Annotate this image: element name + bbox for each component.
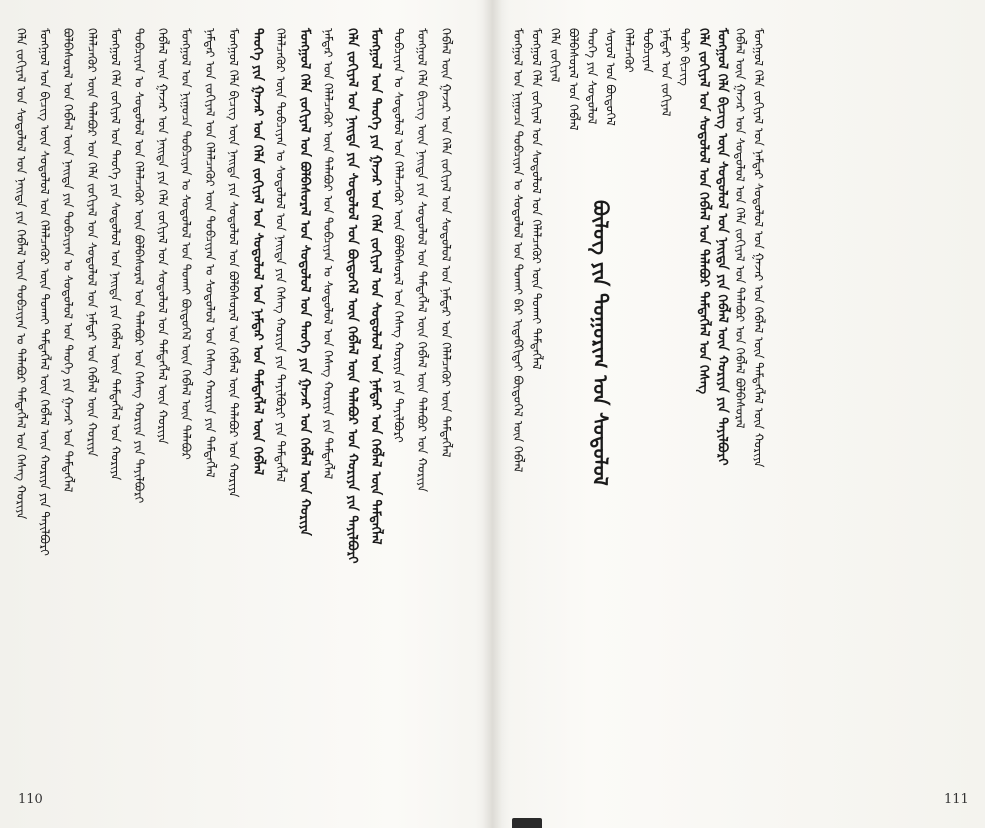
text-line — [250, 28, 264, 768]
text-line-content: ᠲᠣᠪᠴᠢᠶᠠᠨ ᠤ ᠰᠣᠳᠤᠯᠤᠯ ᠤᠨ ᠬᠡᠯᠡᠯᠴᠡᠭᠦᠷ ᠦᠨ ᠪᠣᠯᠪᠠᠰᠤᠷᠠᠯ ᠤᠨ ᠬᠡᠰᠡᠭ ᠬᠣᠷᠢᠶᠠ ᠶᠢᠨ ᠲᠠᠶᠢᠯᠪᠤᠷᠢ — [391, 28, 406, 443]
text-line — [297, 28, 311, 768]
book-clip — [512, 818, 542, 828]
text-line-content: ᠮᠣᠩᠭᠣᠯ ᠬᠡᠯᠡ ᠪᠢᠴᠢᠭ ᠦᠨ ᠨᠡᠢᠲᠡ ᠶᠢᠨ ᠰᠤᠳᠤᠯᠤᠯ ᠤᠨ ᠲᠡᠮᠳᠡᠭᠯᠡᠯ ᠦᠨ ᠬᠡᠪᠯᠡᠯ ᠦᠨ ᠲᠠᠯᠠᠪᠤᠷ ᠤᠨ ᠬᠣᠷᠢᠶᠠ — [415, 28, 430, 492]
text-line — [511, 28, 525, 788]
text-line — [604, 28, 618, 228]
text-line — [132, 28, 146, 768]
chapter-title — [588, 200, 614, 670]
text-line-content: ᠬᠡᠪᠯᠡᠯ ᠦᠨ ᠭᠠᠵᠠᠷ ᠤᠨ ᠰᠤᠳᠤᠯᠤᠯ ᠤᠨ ᠬᠡᠯᠡ ᠵᠣᠬᠢᠶᠠᠯ ᠤᠨ ᠲᠠᠯᠠᠪᠤᠷ ᠤᠨ ᠬᠡᠪᠯᠡᠯ ᠪᠣᠯᠪᠠᠰᠤᠷᠠᠯ — [733, 28, 747, 429]
text-line — [392, 28, 406, 768]
text-line — [678, 28, 692, 148]
text-line-content: ᠬᠡᠯᠡ ᠵᠣᠬᠢᠶᠠᠯ — [548, 28, 562, 83]
right-page — [505, 0, 985, 828]
text-line — [179, 28, 193, 768]
text-line — [203, 28, 217, 768]
text-line — [696, 28, 710, 648]
text-line — [156, 28, 170, 768]
text-line — [439, 28, 453, 768]
text-line-content: ᠰᠣᠶᠣᠯ ᠤᠨ ᠪᠦᠲᠦᠭᠡᠯ — [603, 28, 618, 126]
text-line — [530, 28, 544, 788]
text-line — [622, 28, 636, 158]
text-line-content: ᠬᠡᠪᠯᠡᠯ ᠦᠨ ᠭᠠᠵᠠᠷ ᠤᠨ ᠨᠡᠢᠲᠡ ᠶᠢᠨ ᠬᠡᠯᠡ ᠵᠣᠬᠢᠶᠠᠯ ᠤᠨ ᠰᠤᠳᠤᠯᠤᠯ ᠤᠨ ᠲᠡᠮᠳᠡᠭᠯᠡᠯ ᠦᠨ ᠬᠣᠷᠢᠶᠠ — [155, 28, 170, 445]
text-line — [368, 28, 382, 768]
text-line-content: ᠬᠡᠯᠡᠯᠴᠡᠭᠦᠷ ᠦᠨ ᠲᠠᠯᠠᠪᠤᠷ ᠤᠨ ᠬᠡᠯᠡ ᠵᠣᠬᠢᠶᠠᠯ ᠤᠨ ᠰᠤᠳᠤᠯᠤᠯ ᠤᠨ ᠨᠠᠮᠲᠠᠷ ᠤᠨ ᠬᠡᠪᠯᠡᠯ ᠦᠨ ᠬᠣᠷᠢᠶᠠ — [84, 28, 99, 457]
text-line-content: ᠮᠣᠩᠭᠣᠯ ᠬᠡᠯᠡ ᠵᠣᠬᠢᠶᠠᠯ ᠤᠨ ᠨᠠᠮᠲᠠᠷ ᠰᠣᠳᠤᠯᠤᠯ ᠤᠨ ᠭᠠᠵᠠᠷ ᠤᠨ ᠬᠡᠪᠯᠡᠯ ᠦᠨ ᠲᠡᠮᠳᠡᠭᠯᠡᠯ ᠦᠨ ᠬᠣᠷᠢᠶᠠ — [751, 28, 766, 468]
text-line-content: ᠮᠣᠩᠭᠣᠯ ᠤᠨ ᠨᠢᠭᠤᠴᠠ ᠲᠣᠪᠴᠢᠶᠠᠨ ᠤ ᠰᠤᠳᠤᠯᠤᠯ ᠤᠨ ᠲᠤᠬᠠᠢ ᠪᠠᠷ ᠢᠳᠡᠪᠬᠢᠲᠡᠢ ᠪᠦᠲᠦᠭᠡᠯ ᠦᠨ ᠬᠡᠪᠯᠡᠯ — [511, 28, 525, 473]
text-line — [567, 28, 581, 238]
text-line — [344, 28, 358, 768]
text-line-content: ᠲᠣᠪᠴᠢᠶᠠᠨ — [640, 28, 655, 73]
text-line — [85, 28, 99, 768]
text-line-content: ᠨᠠᠮᠲᠠᠷ ᠤᠨ ᠵᠣᠬᠢᠶᠠᠯ ᠤᠨ ᠬᠡᠯᠡᠯᠴᠡᠭᠦᠷ ᠦᠨ ᠲᠣᠪᠴᠢᠶᠠᠨ ᠤ ᠰᠣᠳᠤᠯᠤᠯ ᠤᠨ ᠬᠡᠰᠡᠭ ᠬᠣᠷᠢᠶᠠ ᠶᠢᠨ ᠲᠡᠮᠳᠡᠭᠯᠡᠯ — [202, 28, 217, 478]
text-line — [61, 28, 75, 768]
text-line — [641, 28, 655, 128]
text-line-content: ᠪᠣᠯᠪᠠᠰᠤᠷᠠᠯ ᠤᠨ ᠬᠡᠪᠯᠡᠯ ᠦᠨ ᠨᠡᠢᠲᠡ ᠶᠢᠨ ᠲᠣᠪᠴᠢᠶᠠᠨ ᠤ ᠰᠣᠳᠤᠯᠤᠯ ᠤᠨ ᠲᠡᠦᠬᠡ ᠶᠢᠨ ᠭᠠᠵᠠᠷ ᠤᠨ ᠲᠡᠮᠳᠡᠭᠯᠡᠯ — [61, 28, 76, 493]
text-line-content: ᠨᠠᠮᠲᠠᠷ ᠤᠨ ᠵᠣᠬᠢᠶᠠᠯ — [659, 28, 673, 117]
text-line — [415, 28, 429, 768]
text-line-content: ᠮᠣᠩᠭᠣᠯ ᠬᠡᠯᠡ ᠵᠣᠬᠢᠶᠠᠯ ᠤᠨ ᠪᠣᠯᠪᠠᠰᠤᠷᠠᠯ ᠤᠨ ᠰᠤᠳᠤᠯᠤᠯ ᠤᠨ ᠲᠡᠦᠬᠡ ᠶᠢᠨ ᠭᠠᠵᠠᠷ ᠤᠨ ᠬᠡᠪᠯᠡᠯ ᠦᠨ ᠬᠣᠷᠢᠶᠠ — [297, 28, 313, 536]
text-line-content: ᠲᠡᠦᠬᠡ ᠶᠢᠨ ᠭᠠᠵᠠᠷ ᠤᠨ ᠬᠡᠯᠡ ᠵᠣᠬᠢᠶᠠᠯ ᠤᠨ ᠰᠤᠳᠤᠯᠤᠯ ᠤᠨ ᠨᠠᠮᠲᠠᠷ ᠤᠨ ᠲᠡᠮᠳᠡᠭᠯᠡᠯ ᠦᠨ ᠬᠡᠪᠯᠡᠯ — [250, 28, 265, 476]
text-line — [733, 28, 747, 768]
text-line — [715, 28, 729, 768]
text-line — [752, 28, 766, 768]
page-number-right: 111 — [944, 792, 969, 807]
text-line-content: ᠬᠡᠯᠡ ᠵᠣᠬᠢᠶᠠᠯ ᠤᠨ ᠨᠡᠢᠲᠡ ᠶᠢᠨ ᠰᠤᠳᠤᠯᠤᠯ ᠤᠨ ᠪᠦᠲᠦᠭᠡᠯ ᠦᠨ ᠬᠡᠪᠯᠡᠯ ᠦᠨ ᠲᠠᠯᠠᠪᠤᠷ ᠤᠨ ᠬᠣᠷᠢᠶᠠ ᠶᠢᠨ ᠲᠠᠶᠢᠯᠪᠤᠷᠢ — [344, 28, 360, 564]
text-line-content: ᠮᠣᠩᠭᠣᠯ ᠬᠡᠯᠡ ᠪᠢᠴᠢᠭ ᠦᠨ ᠰᠤᠳᠤᠯᠤᠯ ᠤᠨ ᠨᠡᠢᠲᠡ ᠶᠢᠨ ᠬᠡᠪᠯᠡᠯ ᠦᠨ ᠬᠣᠷᠢᠶᠠ ᠶᠢᠨ ᠲᠠᠶᠢᠯᠪᠤᠷᠢ — [714, 28, 730, 466]
text-line — [659, 28, 673, 178]
text-line-content: ᠲᠣᠯᠢ ᠪᠢᠴᠢᠭ — [677, 28, 692, 86]
text-line-content: ᠬᠡᠯᠡ ᠵᠣᠬᠢᠶᠠᠯ ᠤᠨ ᠰᠤᠳᠤᠯᠤᠯ ᠤᠨ ᠨᠡᠢᠲᠡ ᠶᠢᠨ ᠬᠡᠪᠯᠡᠯ ᠦᠨ ᠲᠣᠪᠴᠢᠶᠠᠨ ᠤ ᠲᠠᠯᠠᠪᠤᠷ ᠲᠡᠮᠳᠡᠭᠯᠡᠯ ᠤᠨ ᠬᠡᠰᠡᠭ ᠬᠣᠷᠢᠶᠠ — [14, 28, 28, 520]
text-line — [108, 28, 122, 768]
chapter-title-text: ᠪᠦᠯᠦᠭ ᠶᠢᠨ ᠲᠣᠭᠣᠷᠢᠭ ᠤᠨ ᠰᠣᠳᠤᠯᠤᠯ — [588, 200, 613, 486]
text-line-content: ᠲᠡᠦᠬᠡ ᠶᠢᠨ ᠰᠤᠳᠤᠯᠤᠯ — [585, 28, 599, 125]
text-line-content: ᠬᠡᠯᠡ ᠵᠣᠬᠢᠶᠠᠯ ᠤᠨ ᠰᠤᠳᠤᠯᠤᠯ ᠤᠨ ᠬᠡᠪᠯᠡᠯ ᠤᠨ ᠲᠠᠯᠠᠪᠤᠷ ᠲᠡᠮᠳᠡᠭᠯᠡᠯ ᠤᠨ ᠬᠡᠰᠡᠭ — [696, 28, 711, 395]
text-line — [321, 28, 335, 768]
text-line-content: ᠮᠣᠩᠭᠣᠯ ᠬᠡᠯᠡ ᠵᠣᠬᠢᠶᠠᠯ ᠤᠨ ᠲᠡᠦᠬᠡ ᠶᠢᠨ ᠰᠤᠳᠤᠯᠤᠯ ᠤᠨ ᠨᠡᠢᠲᠡ ᠶᠢᠨ ᠬᠡᠪᠯᠡᠯ ᠦᠨ ᠲᠡᠮᠳᠡᠭᠯᠡᠯ ᠤᠨ ᠬᠣᠷᠢᠶᠠ — [108, 28, 123, 481]
text-line-content: ᠬᠡᠯᠡᠯᠴᠡᠭᠦᠷ ᠦᠨ ᠲᠣᠪᠴᠢᠶᠠᠨ ᠤ ᠰᠣᠳᠤᠯᠤᠯ ᠤᠨ ᠨᠡᠢᠲᠡ ᠶᠢᠨ ᠬᠡᠰᠡᠭ ᠬᠣᠷᠢᠶᠠ ᠶᠢᠨ ᠲᠠᠶᠢᠯᠪᠤᠷᠢ ᠶᠢᠨ ᠲᠡᠮᠳᠡᠭᠯᠡᠯ — [273, 28, 288, 483]
text-line-content: ᠮᠣᠩᠭᠣᠯ ᠬᠡᠯᠡ ᠵᠣᠬᠢᠶᠠᠯ ᠤᠨ ᠰᠤᠳᠤᠯᠤᠯ ᠤᠨ ᠬᠡᠯᠡᠯᠴᠡᠭᠦᠷ ᠦᠨ ᠲᠤᠬᠠᠢ ᠲᠡᠮᠳᠡᠭᠯᠡᠯ — [529, 28, 544, 370]
text-line-content: ᠲᠣᠪᠴᠢᠶᠠᠨ ᠤ ᠰᠣᠳᠤᠯᠤᠯ ᠤᠨ ᠬᠡᠯᠡᠯᠴᠡᠭᠦᠷ ᠦᠨ ᠪᠣᠯᠪᠠᠰᠤᠷᠠᠯ ᠤᠨ ᠲᠠᠯᠠᠪᠤᠷ ᠤᠨ ᠬᠡᠰᠡᠭ ᠬᠣᠷᠢᠶᠠ ᠶᠢᠨ ᠲᠠᠶᠢᠯᠪᠤᠷᠢ — [132, 28, 146, 504]
page-number-left: 110 — [18, 792, 43, 807]
text-line — [38, 28, 52, 768]
text-line — [274, 28, 288, 768]
text-line — [226, 28, 240, 768]
text-line — [585, 28, 599, 218]
text-line-content: ᠮᠣᠩᠭᠣᠯ ᠤᠨ ᠨᠢᠭᠤᠴᠠ ᠲᠣᠪᠴᠢᠶᠠᠨ ᠤ ᠰᠤᠳᠤᠯᠤᠯ ᠤᠨ ᠲᠤᠬᠠᠢ ᠪᠦᠲᠦᠭᠡᠯ ᠦᠨ ᠬᠡᠪᠯᠡᠯ ᠦᠨ ᠲᠠᠯᠠᠪᠤᠷ — [179, 28, 194, 460]
text-line — [548, 28, 562, 208]
text-line-content: ᠬᠡᠪᠯᠡᠯ ᠦᠨ ᠭᠠᠵᠠᠷ ᠤᠨ ᠬᠡᠯᠡ ᠵᠣᠬᠢᠶᠠᠯ ᠤᠨ ᠰᠤᠳᠤᠯᠤᠯ ᠤᠨ ᠨᠠᠮᠲᠠᠷ ᠤᠨ ᠬᠡᠯᠡᠯᠴᠡᠭᠦᠷ ᠦᠨ ᠲᠡᠮᠳᠡᠭᠯᠡᠯ — [438, 28, 453, 458]
text-line-content: ᠮᠣᠩᠭᠣᠯ ᠤᠨ ᠲᠡᠦᠬᠡ ᠶᠢᠨ ᠭᠠᠵᠠᠷ ᠤᠨ ᠬᠡᠯᠡ ᠵᠣᠬᠢᠶᠠᠯ ᠤᠨ ᠰᠤᠳᠤᠯᠤᠯ ᠤᠨ ᠨᠠᠮᠲᠠᠷ ᠤᠨ ᠬᠡᠪᠯᠡᠯ ᠦᠨ ᠲᠡᠮᠳᠡᠭᠯᠡᠯ — [368, 28, 383, 545]
text-line-content: ᠮᠣᠩᠭᠣᠯ ᠬᠡᠯᠡ ᠪᠢᠴᠢᠭ ᠦᠨ ᠨᠡᠢᠲᠡ ᠶᠢᠨ ᠰᠤᠳᠤᠯᠤᠯ ᠤᠨ ᠪᠣᠯᠪᠠᠰᠤᠷᠠᠯ ᠤᠨ ᠬᠡᠪᠯᠡᠯ ᠦᠨ ᠲᠠᠯᠠᠪᠤᠷ ᠤᠨ ᠬᠣᠷᠢᠶᠠ — [226, 28, 241, 498]
left-page — [0, 0, 480, 828]
text-line-content: ᠨᠠᠮᠲᠠᠷ ᠤᠨ ᠬᠡᠯᠡᠯᠴᠡᠭᠦᠷ ᠦᠨ ᠲᠠᠯᠠᠪᠤᠷ ᠤᠨ ᠲᠣᠪᠴᠢᠶᠠᠨ ᠤ ᠰᠣᠳᠤᠯᠤᠯ ᠤᠨ ᠬᠡᠰᠡᠭ ᠬᠣᠷᠢᠶᠠ ᠶᠢᠨ ᠲᠡᠮᠳᠡᠭᠯᠡᠯ — [320, 28, 335, 480]
text-line — [14, 28, 28, 768]
text-line-content: ᠪᠣᠯᠪᠠᠰᠤᠷᠠᠯ ᠤᠨ ᠬᠡᠪᠯᠡᠯ — [566, 28, 581, 131]
text-line-content: ᠬᠡᠯᠡᠯᠴᠡᠭᠦᠷ — [622, 28, 636, 73]
text-line-content: ᠮᠣᠩᠭᠣᠯ ᠤᠨ ᠪᠢᠴᠢᠭ ᠦᠨ ᠰᠤᠳᠤᠯᠤᠯ ᠤᠨ ᠬᠡᠯᠡᠯᠴᠡᠭᠦᠷ ᠦᠨ ᠲᠤᠬᠠᠢ ᠲᠡᠮᠳᠡᠭᠯᠡᠯ ᠦᠨ ᠬᠡᠪᠯᠡᠯ ᠦᠨ ᠬᠣᠷᠢᠶᠠ ᠶᠢᠨ ᠲᠠᠶᠢᠯᠪᠤᠷᠢ — [37, 28, 52, 556]
